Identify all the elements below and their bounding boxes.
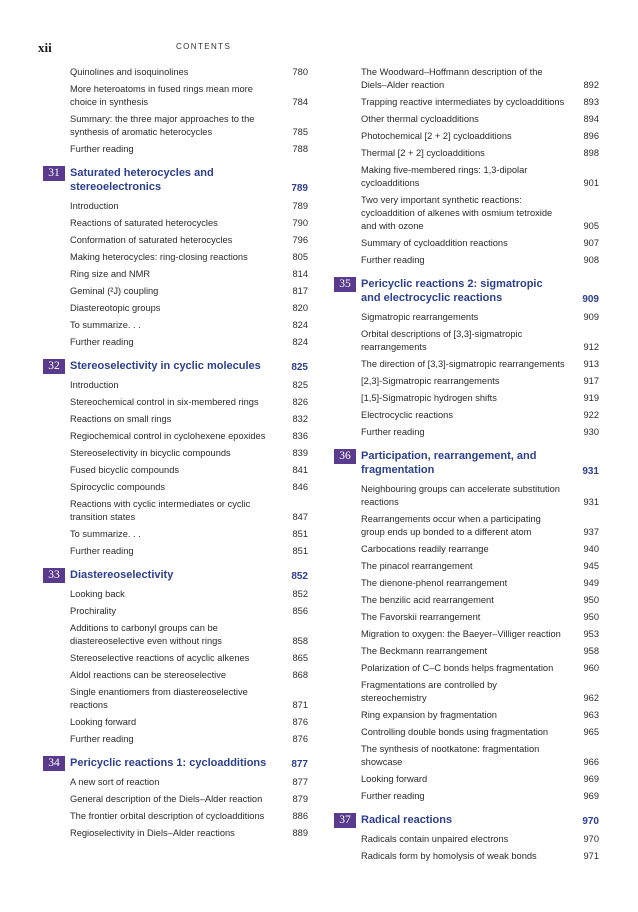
toc-entry[interactable] <box>70 379 308 392</box>
toc-entry-page: 909 <box>583 312 599 322</box>
chapter-number-badge: 34 <box>43 756 65 771</box>
toc-entry-title: Other thermal cycloadditions <box>361 114 479 124</box>
toc-entry[interactable] <box>361 358 599 371</box>
toc-entry-page: 820 <box>292 303 308 313</box>
toc-entry-title: The Woodward–Hoffmann description of the Diels–Alder reaction <box>361 67 543 90</box>
toc-entry[interactable] <box>70 605 308 618</box>
toc-entry-page: 824 <box>292 337 308 347</box>
toc-entry[interactable] <box>361 164 599 190</box>
toc-entry-title: Migration to oxygen: the Baeyer–Villiger reaction <box>361 629 561 639</box>
toc-entry[interactable] <box>361 96 599 109</box>
toc-entry[interactable] <box>361 662 599 675</box>
chapter-page-number: 931 <box>582 466 599 477</box>
chapter-heading[interactable] <box>48 568 308 582</box>
toc-entry-page: 846 <box>292 482 308 492</box>
toc-entry[interactable] <box>70 268 308 281</box>
chapter-title: Saturated heterocycles and stereoelectronics <box>70 167 214 193</box>
toc-entry[interactable] <box>70 447 308 460</box>
toc-entry-title: Reactions with cyclic intermediates or cyclic transition states <box>70 499 251 522</box>
toc-entry-page: 814 <box>292 269 308 279</box>
toc-entry-page: 963 <box>583 710 599 720</box>
toc-entry-page: 839 <box>292 448 308 458</box>
toc-entry-title: Looking forward <box>361 774 428 784</box>
toc-entry[interactable] <box>70 413 308 426</box>
toc-entry-page: 796 <box>292 235 308 245</box>
toc-entry-page: 919 <box>583 393 599 403</box>
chapter-page-number: 789 <box>291 183 308 194</box>
toc-entry-page: 865 <box>292 653 308 663</box>
toc-entry[interactable] <box>70 776 308 789</box>
toc-entry-page: 905 <box>583 221 599 231</box>
toc-entry-page: 966 <box>583 757 599 767</box>
toc-entry-page: 785 <box>292 127 308 137</box>
chapter-heading[interactable] <box>339 449 599 477</box>
toc-entry[interactable] <box>361 611 599 624</box>
toc-entry[interactable] <box>361 130 599 143</box>
toc-entry-page: 852 <box>292 589 308 599</box>
toc-entry[interactable] <box>361 147 599 160</box>
toc-entry-page: 879 <box>292 794 308 804</box>
toc-entry-page: 958 <box>583 646 599 656</box>
toc-entry[interactable] <box>70 810 308 823</box>
toc-entry-page: 851 <box>292 529 308 539</box>
toc-entry-page: 825 <box>292 380 308 390</box>
toc-entry-title: More heteroatoms in fused rings mean more choice in synthesis <box>70 84 253 107</box>
toc-entry-page: 937 <box>583 527 599 537</box>
toc-entry-title: Spirocyclic compounds <box>70 482 166 492</box>
toc-entry-title: Looking forward <box>70 717 137 727</box>
toc-entry-title: Regiochemical control in cyclohexene epoxides <box>70 431 266 441</box>
toc-entry[interactable] <box>361 392 599 405</box>
toc-entry-page: 877 <box>292 777 308 787</box>
chapter-title: Stereoselectivity in cyclic molecules <box>70 360 261 372</box>
toc-entry[interactable] <box>70 686 308 712</box>
toc-entry[interactable] <box>361 773 599 786</box>
toc-entry-title: Aldol reactions can be stereoselective <box>70 670 227 680</box>
toc-entry[interactable] <box>70 66 308 79</box>
chapter-heading[interactable] <box>48 359 308 373</box>
toc-entry[interactable] <box>361 679 599 705</box>
toc-entry-page: 876 <box>292 734 308 744</box>
toc-entry-page: 851 <box>292 546 308 556</box>
chapter-heading[interactable] <box>48 166 308 194</box>
chapter-title: Diastereoselectivity <box>70 569 174 581</box>
toc-entry-page: 847 <box>292 512 308 522</box>
toc-entry[interactable] <box>361 743 599 769</box>
toc-entry-title: General description of the Diels–Alder reaction <box>70 794 263 804</box>
toc-entry-title: The synthesis of nootkatone: fragmentation showcase <box>361 744 540 767</box>
toc-entry-page: 922 <box>583 410 599 420</box>
toc-entry-page: 889 <box>292 828 308 838</box>
toc-entry-title: A new sort of reaction <box>70 777 160 787</box>
toc-entry[interactable] <box>70 528 308 541</box>
toc-entry-title: To summarize. . . <box>70 529 141 539</box>
toc-entry[interactable] <box>70 285 308 298</box>
toc-entry-page: 893 <box>583 97 599 107</box>
toc-entry-page: 896 <box>583 131 599 141</box>
chapter-number-badge: 36 <box>334 449 356 464</box>
toc-entry-title: Introduction <box>70 201 119 211</box>
toc-entry[interactable] <box>70 793 308 806</box>
toc-entry[interactable] <box>361 726 599 739</box>
chapter-heading[interactable] <box>339 277 599 305</box>
toc-entry[interactable] <box>361 577 599 590</box>
toc-entry-title: [2,3]-Sigmatropic rearrangements <box>361 376 500 386</box>
chapter-page-number: 852 <box>291 571 308 582</box>
toc-entry-page: 969 <box>583 774 599 784</box>
toc-entry-title: Two very important synthetic reactions: cycloaddition of alkenes with osmium tetroxide and with ozone <box>361 195 553 231</box>
toc-entry-title: Neighbouring groups can accelerate substitution reactions <box>361 484 560 507</box>
toc-entry[interactable] <box>70 83 308 109</box>
toc-entry-page: 907 <box>583 238 599 248</box>
toc-entry-title: The frontier orbital description of cycloadditions <box>70 811 265 821</box>
chapter-page-number: 825 <box>291 362 308 373</box>
chapter-title: Pericyclic reactions 2: sigmatropic and electrocyclic reactions <box>361 278 543 304</box>
toc-entry-title: Stereochemical control in six-membered rings <box>70 397 259 407</box>
toc-entry-title: Further reading <box>70 144 134 154</box>
toc-entry-page: 826 <box>292 397 308 407</box>
toc-entry-page: 868 <box>292 670 308 680</box>
toc-entry[interactable] <box>361 513 599 539</box>
toc-entry-title: Sigmatropic rearrangements <box>361 312 479 322</box>
toc-entry[interactable] <box>361 833 599 846</box>
toc-entry[interactable] <box>70 588 308 601</box>
toc-entry[interactable] <box>361 594 599 607</box>
toc-entry-page: 876 <box>292 717 308 727</box>
toc-entry-title: Stereoselectivity in bicyclic compounds <box>70 448 231 458</box>
toc-entry[interactable] <box>361 709 599 722</box>
toc-entry-title: Quinolines and isoquinolines <box>70 67 189 77</box>
toc-entry-title: Looking back <box>70 589 125 599</box>
toc-entry-page: 836 <box>292 431 308 441</box>
toc-entry-title: Orbital descriptions of [3,3]-sigmatropic rearrangements <box>361 329 523 352</box>
toc-entry[interactable] <box>361 426 599 439</box>
toc-entry-page: 931 <box>583 497 599 507</box>
toc-entry[interactable] <box>70 430 308 443</box>
toc-entry-page: 950 <box>583 595 599 605</box>
toc-entry-page: 971 <box>583 851 599 861</box>
toc-entry-title: Making heterocycles: ring-closing reactions <box>70 252 248 262</box>
toc-entry-title: Reactions of saturated heterocycles <box>70 218 218 228</box>
toc-entry[interactable] <box>361 328 599 354</box>
toc-entry[interactable] <box>70 481 308 494</box>
toc-entry-title: Single enantiomers from diastereoselective reactions <box>70 687 248 710</box>
chapter-page-number: 877 <box>291 759 308 770</box>
toc-entry-page: 780 <box>292 67 308 77</box>
toc-entry[interactable] <box>361 409 599 422</box>
toc-entry-title: Fragmentations are controlled by stereochemistry <box>361 680 497 703</box>
toc-entry-page: 894 <box>583 114 599 124</box>
chapter-number-badge: 31 <box>43 166 65 181</box>
toc-entry-page: 841 <box>292 465 308 475</box>
toc-entry-title: Further reading <box>70 546 134 556</box>
toc-entry-title: Radicals contain unpaired electrons <box>361 834 509 844</box>
chapter-title: Participation, rearrangement, and fragmentation <box>361 450 537 476</box>
toc-column-right <box>339 66 599 867</box>
toc-entry-page: 817 <box>292 286 308 296</box>
toc-entry-page: 832 <box>292 414 308 424</box>
chapter-number-badge: 37 <box>334 813 356 828</box>
toc-entry[interactable] <box>361 194 599 233</box>
toc-entry-title: Fused bicyclic compounds <box>70 465 180 475</box>
toc-entry-page: 790 <box>292 218 308 228</box>
toc-entry[interactable] <box>70 200 308 213</box>
toc-entry-page: 856 <box>292 606 308 616</box>
toc-column-left <box>48 66 308 844</box>
toc-entry-title: Further reading <box>361 427 425 437</box>
page-header <box>38 40 600 56</box>
toc-entry-title: Reactions on small rings <box>70 414 172 424</box>
toc-entry[interactable] <box>70 652 308 665</box>
toc-entry-title: Radicals form by homolysis of weak bonds <box>361 851 537 861</box>
toc-entry-page: 898 <box>583 148 599 158</box>
toc-entry[interactable] <box>70 498 308 524</box>
chapter-number-badge: 32 <box>43 359 65 374</box>
toc-entry[interactable] <box>361 790 599 803</box>
toc-entry-title: The Favorskii rearrangement <box>361 612 481 622</box>
toc-entry-page: 858 <box>292 636 308 646</box>
toc-entry-page: 789 <box>292 201 308 211</box>
toc-entry-title: The pinacol rearrangement <box>361 561 473 571</box>
toc-entry-title: Stereoselective reactions of acyclic alkenes <box>70 653 250 663</box>
toc-entry-title: The Beckmann rearrangement <box>361 646 488 656</box>
toc-entry[interactable] <box>70 217 308 230</box>
toc-entry-page: 969 <box>583 791 599 801</box>
toc-entry[interactable] <box>361 628 599 641</box>
toc-entry-page: 960 <box>583 663 599 673</box>
toc-entry-title: Electrocyclic reactions <box>361 410 453 420</box>
toc-entry[interactable] <box>70 302 308 315</box>
toc-entry-title: Diastereotopic groups <box>70 303 161 313</box>
toc-entry-title: [1,5]-Sigmatropic hydrogen shifts <box>361 393 497 403</box>
toc-entry-page: 913 <box>583 359 599 369</box>
toc-entry-page: 950 <box>583 612 599 622</box>
toc-entry[interactable] <box>70 251 308 264</box>
toc-entry[interactable] <box>361 66 599 92</box>
chapter-number-badge: 35 <box>334 277 356 292</box>
toc-entry[interactable] <box>361 560 599 573</box>
toc-entry[interactable] <box>70 396 308 409</box>
toc-entry-title: Further reading <box>361 791 425 801</box>
chapter-page-number: 970 <box>582 816 599 827</box>
toc-entry[interactable] <box>70 827 308 840</box>
toc-entry-title: Geminal (²J) coupling <box>70 286 159 296</box>
toc-entry-page: 805 <box>292 252 308 262</box>
toc-entry[interactable] <box>361 237 599 250</box>
chapter-title: Radical reactions <box>361 814 453 826</box>
page-number: xii <box>38 40 52 55</box>
toc-entry-page: 824 <box>292 320 308 330</box>
chapter-heading[interactable] <box>48 756 308 770</box>
toc-entry-page: 912 <box>583 342 599 352</box>
toc-entry-title: Introduction <box>70 380 119 390</box>
toc-entry-page: 908 <box>583 255 599 265</box>
toc-entry[interactable] <box>70 545 308 558</box>
toc-entry[interactable] <box>361 850 599 863</box>
toc-entry-page: 871 <box>292 700 308 710</box>
toc-entry[interactable] <box>361 375 599 388</box>
toc-entry-title: Controlling double bonds using fragmentation <box>361 727 549 737</box>
toc-entry-title: Additions to carbonyl groups can be diastereoselective even without rings <box>70 623 222 646</box>
toc-entry-title: Carbocations readily rearrange <box>361 544 489 554</box>
chapter-number-badge: 33 <box>43 568 65 583</box>
toc-entry-page: 788 <box>292 144 308 154</box>
toc-entry-page: 962 <box>583 693 599 703</box>
toc-entry-title: Trapping reactive intermediates by cycloadditions <box>361 97 565 107</box>
toc-entry-page: 953 <box>583 629 599 639</box>
toc-entry-title: The dienone-phenol rearrangement <box>361 578 508 588</box>
toc-entry-page: 930 <box>583 427 599 437</box>
toc-entry-page: 949 <box>583 578 599 588</box>
toc-entry[interactable] <box>70 622 308 648</box>
toc-entry[interactable] <box>361 483 599 509</box>
toc-entry[interactable] <box>361 113 599 126</box>
toc-entry-page: 965 <box>583 727 599 737</box>
toc-entry-title: Further reading <box>361 255 425 265</box>
toc-entry-page: 886 <box>292 811 308 821</box>
toc-entry-title: Prochirality <box>70 606 116 616</box>
toc-entry[interactable] <box>361 311 599 324</box>
toc-entry-title: Further reading <box>70 734 134 744</box>
toc-entry-title: Summary: the three major approaches to the synthesis of aromatic heterocycles <box>70 114 255 137</box>
toc-entry-page: 940 <box>583 544 599 554</box>
toc-entry[interactable] <box>361 543 599 556</box>
toc-entry-title: Further reading <box>70 337 134 347</box>
toc-entry-page: 970 <box>583 834 599 844</box>
toc-entry[interactable] <box>70 143 308 156</box>
toc-entry[interactable] <box>70 464 308 477</box>
toc-entry-title: Photochemical [2 + 2] cycloadditions <box>361 131 512 141</box>
toc-entry-page: 945 <box>583 561 599 571</box>
chapter-title: Pericyclic reactions 1: cycloadditions <box>70 757 267 769</box>
toc-entry-title: The benzilic acid rearrangement <box>361 595 494 605</box>
toc-entry[interactable] <box>361 645 599 658</box>
chapter-heading[interactable] <box>339 813 599 827</box>
toc-entry-title: Thermal [2 + 2] cycloadditions <box>361 148 485 158</box>
toc-entry-title: Summary of cycloaddition reactions <box>361 238 508 248</box>
running-head: CONTENTS <box>176 42 232 51</box>
toc-entry-title: Conformation of saturated heterocycles <box>70 235 233 245</box>
toc-entry-page: 917 <box>583 376 599 386</box>
chapter-page-number: 909 <box>582 294 599 305</box>
toc-entry[interactable] <box>70 319 308 332</box>
toc-entry-title: Ring expansion by fragmentation <box>361 710 497 720</box>
toc-entry[interactable] <box>70 336 308 349</box>
toc-entry-title: Polarization of C–C bonds helps fragmentation <box>361 663 554 673</box>
toc-entry[interactable] <box>70 234 308 247</box>
toc-entry-title: Making five-membered rings: 1,3-dipolar cycloadditions <box>361 165 528 188</box>
toc-entry-page: 892 <box>583 80 599 90</box>
toc-entry[interactable] <box>70 733 308 746</box>
toc-entry-page: 901 <box>583 178 599 188</box>
toc-entry-page: 784 <box>292 97 308 107</box>
toc-entry-title: Ring size and NMR <box>70 269 151 279</box>
toc-entry[interactable] <box>361 254 599 267</box>
toc-entry[interactable] <box>70 669 308 682</box>
toc-entry[interactable] <box>70 716 308 729</box>
toc-entry[interactable] <box>70 113 308 139</box>
toc-entry-title: To summarize. . . <box>70 320 141 330</box>
toc-entry-title: The direction of [3,3]-sigmatropic rearrangements <box>361 359 565 369</box>
toc-entry-title: Regioselectivity in Diels–Alder reactions <box>70 828 235 838</box>
toc-entry-title: Rearrangements occur when a participating group ends up bonded to a different atom <box>361 514 541 537</box>
